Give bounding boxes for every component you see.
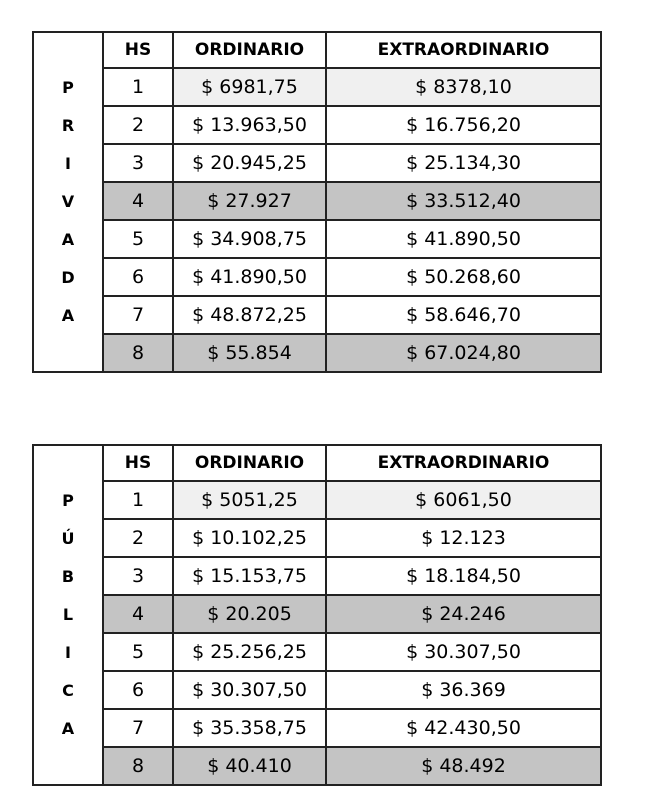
extraordinario-cell: $ 25.134,30 — [326, 144, 601, 182]
hours-cell: 5 — [103, 220, 173, 258]
hours-cell: 2 — [103, 519, 173, 557]
table-row — [33, 557, 601, 595]
hours-cell: 1 — [103, 481, 173, 519]
hours-cell: 7 — [103, 709, 173, 747]
hours-cell: 8 — [103, 747, 173, 785]
ordinario-cell: $ 40.410 — [173, 747, 326, 785]
extraordinario-cell: $ 16.756,20 — [326, 106, 601, 144]
header-row — [33, 32, 601, 68]
table-row — [33, 106, 601, 144]
vertical-letter: R — [33, 106, 103, 144]
rate-table-privada — [32, 31, 602, 373]
vertical-letter: B — [33, 557, 103, 595]
ordinario-cell: $ 20.205 — [173, 595, 326, 633]
vertical-letter: L — [33, 595, 103, 633]
extraordinario-cell: $ 8378,10 — [326, 68, 601, 106]
vertical-letter: A — [33, 220, 103, 258]
hours-cell: 1 — [103, 68, 173, 106]
hours-cell: 3 — [103, 144, 173, 182]
rate-table-privada-body — [33, 32, 601, 372]
vertical-letter — [33, 334, 103, 372]
table-row — [33, 258, 601, 296]
vertical-letter: A — [33, 709, 103, 747]
extraordinario-cell: $ 58.646,70 — [326, 296, 601, 334]
vertical-letter: Ú — [33, 519, 103, 557]
ordinario-cell: $ 25.256,25 — [173, 633, 326, 671]
vertical-letter: I — [33, 633, 103, 671]
hours-cell: 8 — [103, 334, 173, 372]
header-hs: HS — [103, 445, 173, 481]
table-row — [33, 595, 601, 633]
vertical-letter: P — [33, 481, 103, 519]
vertical-letter: A — [33, 296, 103, 334]
extraordinario-cell: $ 48.492 — [326, 747, 601, 785]
table-row — [33, 220, 601, 258]
header-hs: HS — [103, 32, 173, 68]
ordinario-cell: $ 30.307,50 — [173, 671, 326, 709]
ordinario-cell: $ 55.854 — [173, 334, 326, 372]
header-row — [33, 445, 601, 481]
hours-cell: 5 — [103, 633, 173, 671]
vertical-letter: C — [33, 671, 103, 709]
extraordinario-cell: $ 36.369 — [326, 671, 601, 709]
hours-cell: 3 — [103, 557, 173, 595]
ordinario-cell: $ 5051,25 — [173, 481, 326, 519]
ordinario-cell: $ 34.908,75 — [173, 220, 326, 258]
vertical-letter: P — [33, 68, 103, 106]
header-ordinario: ORDINARIO — [173, 445, 326, 481]
vertical-letter: D — [33, 258, 103, 296]
extraordinario-cell: $ 67.024,80 — [326, 334, 601, 372]
table-row — [33, 334, 601, 372]
extraordinario-cell: $ 24.246 — [326, 595, 601, 633]
table-row — [33, 709, 601, 747]
header-ordinario: ORDINARIO — [173, 32, 326, 68]
vertical-letter: V — [33, 182, 103, 220]
header-extraordinario: EXTRAORDINARIO — [326, 32, 601, 68]
extraordinario-cell: $ 41.890,50 — [326, 220, 601, 258]
vertical-letter — [33, 747, 103, 785]
table-row — [33, 144, 601, 182]
hours-cell: 6 — [103, 671, 173, 709]
table-row — [33, 296, 601, 334]
table-row — [33, 182, 601, 220]
extraordinario-cell: $ 12.123 — [326, 519, 601, 557]
table-row — [33, 68, 601, 106]
ordinario-cell: $ 41.890,50 — [173, 258, 326, 296]
extraordinario-cell: $ 50.268,60 — [326, 258, 601, 296]
hours-cell: 4 — [103, 182, 173, 220]
extraordinario-cell: $ 42.430,50 — [326, 709, 601, 747]
corner-cell — [33, 445, 103, 481]
rate-table-publica — [32, 444, 602, 786]
table-row — [33, 519, 601, 557]
table-row — [33, 633, 601, 671]
table-row — [33, 671, 601, 709]
ordinario-cell: $ 6981,75 — [173, 68, 326, 106]
ordinario-cell: $ 27.927 — [173, 182, 326, 220]
table-row — [33, 747, 601, 785]
ordinario-cell: $ 13.963,50 — [173, 106, 326, 144]
corner-cell — [33, 32, 103, 68]
extraordinario-cell: $ 18.184,50 — [326, 557, 601, 595]
hours-cell: 2 — [103, 106, 173, 144]
ordinario-cell: $ 20.945,25 — [173, 144, 326, 182]
table-row — [33, 481, 601, 519]
hours-cell: 6 — [103, 258, 173, 296]
ordinario-cell: $ 15.153,75 — [173, 557, 326, 595]
ordinario-cell: $ 35.358,75 — [173, 709, 326, 747]
vertical-letter: I — [33, 144, 103, 182]
rate-table-publica-body — [33, 445, 601, 785]
hours-cell: 7 — [103, 296, 173, 334]
ordinario-cell: $ 48.872,25 — [173, 296, 326, 334]
header-extraordinario: EXTRAORDINARIO — [326, 445, 601, 481]
extraordinario-cell: $ 30.307,50 — [326, 633, 601, 671]
extraordinario-cell: $ 33.512,40 — [326, 182, 601, 220]
extraordinario-cell: $ 6061,50 — [326, 481, 601, 519]
ordinario-cell: $ 10.102,25 — [173, 519, 326, 557]
hours-cell: 4 — [103, 595, 173, 633]
